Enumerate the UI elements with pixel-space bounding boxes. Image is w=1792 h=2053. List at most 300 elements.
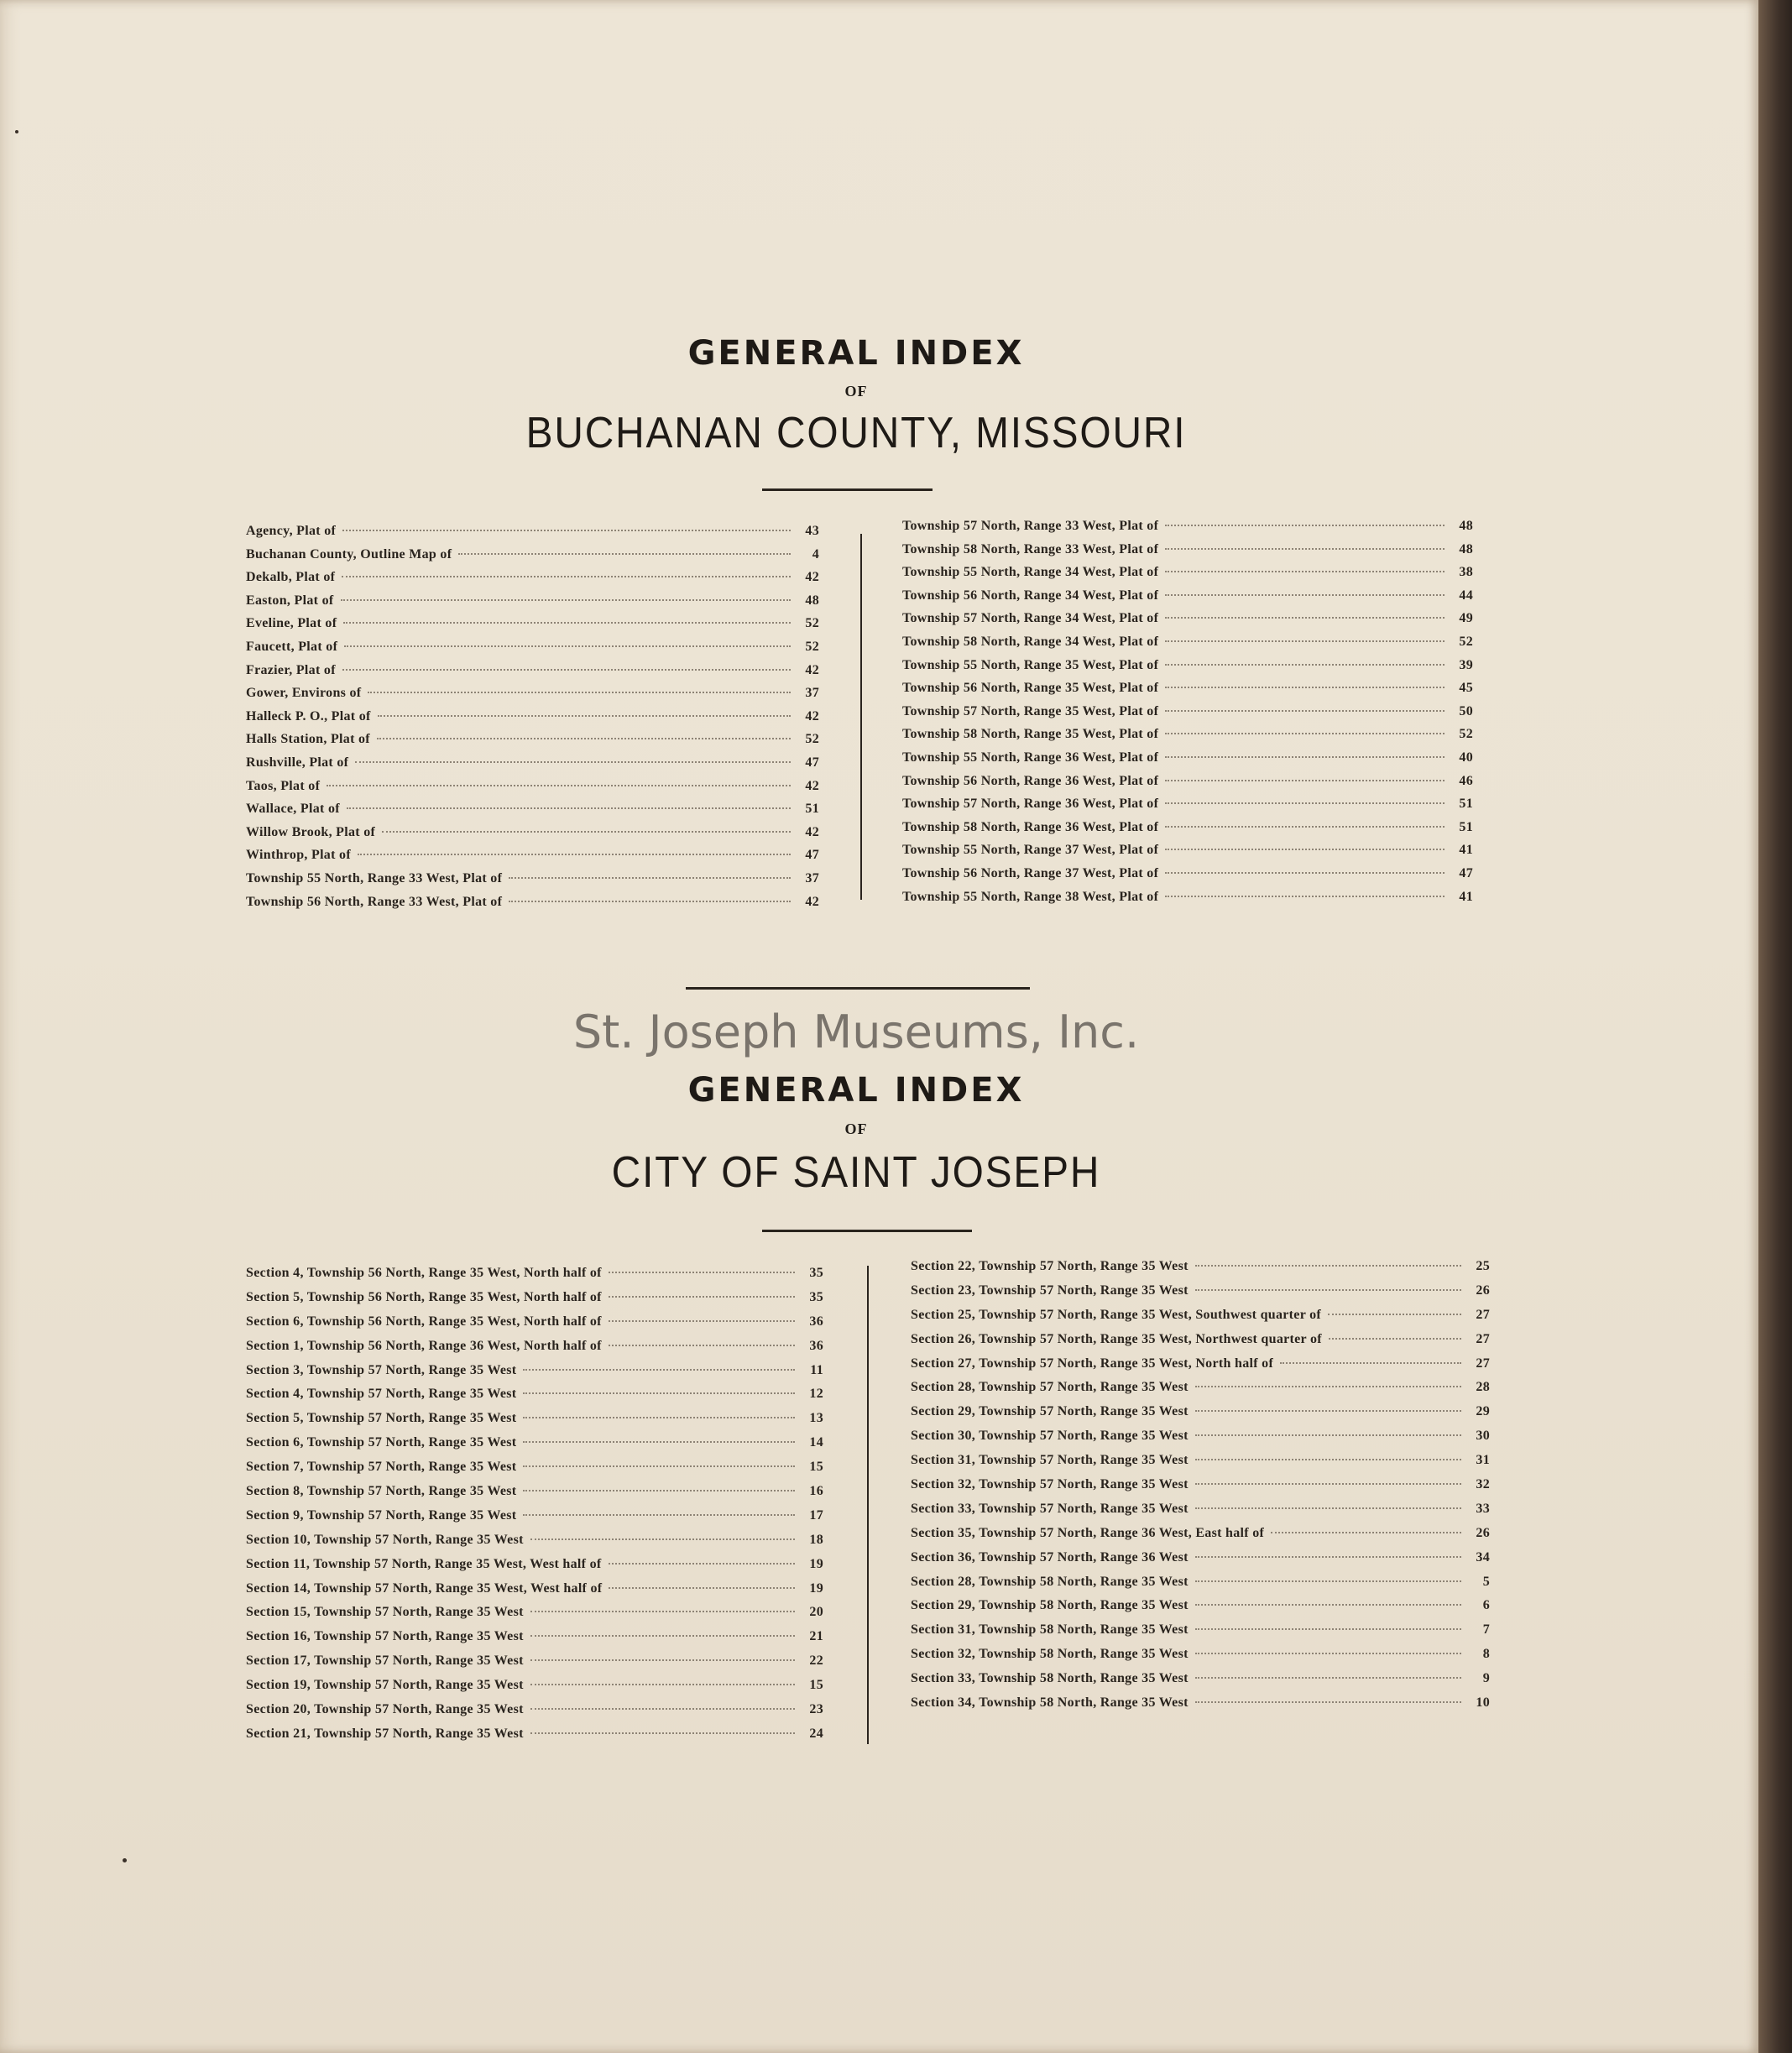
entry-label: Section 4, Township 56 North, Range 35 West, North half of	[246, 1266, 602, 1280]
dot-leader	[1165, 872, 1445, 874]
entry-page-number: 25	[1476, 1259, 1490, 1273]
entry-page-number: 21	[809, 1629, 823, 1644]
city-index-entry	[911, 1622, 1490, 1647]
county-index-entry	[246, 802, 819, 825]
entry-label: Agency, Plat of	[246, 524, 337, 538]
entry-label: Faucett, Plat of	[246, 639, 338, 654]
county-index-entry	[246, 755, 819, 779]
entry-page-number: 39	[1459, 657, 1473, 672]
entry-label: Section 6, Township 56 North, Range 35 West, North half of	[246, 1314, 602, 1329]
city-index-entry	[246, 1678, 823, 1702]
entry-page-number: 11	[810, 1362, 823, 1377]
entry-page-number: 43	[805, 524, 819, 538]
city-index-entry	[246, 1387, 823, 1411]
entry-label: Section 35, Township 57 North, Range 36 West, East half of	[911, 1525, 1265, 1540]
county-index-of: OF	[844, 383, 868, 400]
dot-leader	[1165, 780, 1445, 781]
paper-speck	[15, 130, 18, 133]
city-title-rule	[762, 1230, 972, 1232]
dot-leader	[530, 1538, 795, 1540]
entry-page-number: 47	[805, 755, 819, 770]
entry-page-number: 42	[805, 894, 819, 909]
county-index-entry	[246, 709, 819, 733]
county-index-entry	[246, 524, 819, 547]
dot-leader	[342, 576, 791, 577]
entry-page-number: 28	[1476, 1380, 1490, 1395]
dot-leader	[1195, 1653, 1461, 1654]
entry-page-number: 27	[1476, 1331, 1490, 1346]
dot-leader	[1195, 1265, 1461, 1267]
dot-leader	[458, 553, 791, 555]
entry-label: Halls Station, Plat of	[246, 732, 370, 747]
entry-label: Township 58 North, Range 33 West, Plat of	[902, 541, 1159, 556]
entry-page-number: 36	[809, 1338, 823, 1353]
entry-page-number: 34	[1476, 1549, 1490, 1565]
entry-page-number: 47	[1459, 865, 1473, 880]
entry-label: Wallace, Plat of	[246, 802, 340, 817]
county-index-right-column	[902, 519, 1473, 912]
dot-leader	[523, 1417, 795, 1418]
dot-leader	[1195, 1434, 1461, 1436]
county-index-entry	[902, 727, 1473, 750]
county-index-entry	[902, 588, 1473, 612]
entry-label: Section 1, Township 56 North, Range 36 West, North half of	[246, 1338, 602, 1353]
city-index-entry	[911, 1380, 1490, 1404]
county-index-entry	[246, 686, 819, 709]
city-index-entry	[911, 1259, 1490, 1283]
dot-leader	[1165, 802, 1445, 804]
dot-leader	[358, 854, 791, 855]
entry-label: Section 28, Township 58 North, Range 35 West	[911, 1574, 1189, 1589]
city-index-entry	[246, 1605, 823, 1629]
entry-page-number: 42	[805, 708, 819, 724]
city-index-entry	[246, 1363, 823, 1387]
dot-leader	[523, 1465, 795, 1467]
city-index-entry	[911, 1695, 1490, 1720]
entry-page-number: 10	[1476, 1695, 1490, 1711]
entry-label: Township 57 North, Range 33 West, Plat of	[902, 519, 1159, 533]
county-index-entry	[902, 890, 1473, 913]
county-index-entry	[902, 565, 1473, 588]
entry-page-number: 27	[1476, 1356, 1490, 1371]
city-index-entry	[911, 1429, 1490, 1453]
county-index-entry	[246, 895, 819, 918]
city-index-entry	[246, 1508, 823, 1533]
entry-page-number: 15	[809, 1460, 823, 1475]
entry-page-number: 52	[1459, 634, 1473, 649]
dot-leader	[1165, 733, 1445, 734]
entry-label: Section 11, Township 57 North, Range 35 West, West half of	[246, 1556, 602, 1571]
county-index-entry	[246, 779, 819, 802]
county-index-entry	[902, 704, 1473, 728]
entry-page-number: 13	[809, 1411, 823, 1426]
city-index-left-column	[246, 1266, 823, 1751]
city-index-right-column	[911, 1259, 1490, 1720]
entry-page-number: 20	[809, 1605, 823, 1620]
dot-leader	[1195, 1483, 1461, 1485]
entry-page-number: 50	[1459, 703, 1473, 718]
city-index-entry	[911, 1647, 1490, 1671]
entry-label: Easton, Plat of	[246, 593, 334, 608]
city-index-entry	[911, 1526, 1490, 1550]
dot-leader	[509, 901, 791, 902]
dot-leader	[1328, 1314, 1461, 1315]
entry-page-number: 41	[1459, 889, 1473, 904]
entry-page-number: 29	[1476, 1404, 1490, 1419]
dot-leader	[1165, 594, 1445, 596]
county-index-entry	[246, 570, 819, 593]
entry-page-number: 45	[1459, 681, 1473, 696]
entry-label: Section 31, Township 57 North, Range 35 West	[911, 1453, 1189, 1468]
city-index-entry	[246, 1411, 823, 1435]
county-index-entry	[902, 519, 1473, 542]
entry-label: Eveline, Plat of	[246, 616, 337, 631]
city-column-divider	[867, 1266, 869, 1744]
county-index-entry	[246, 616, 819, 640]
entry-page-number: 31	[1476, 1453, 1490, 1468]
dot-leader	[523, 1369, 795, 1371]
dot-leader	[1195, 1628, 1461, 1630]
dot-leader	[609, 1345, 795, 1346]
entry-page-number: 27	[1476, 1307, 1490, 1322]
entry-label: Township 57 North, Range 35 West, Plat of	[902, 703, 1159, 718]
city-index-entry	[911, 1671, 1490, 1695]
entry-label: Winthrop, Plat of	[246, 848, 351, 863]
entry-label: Section 17, Township 57 North, Range 35 West	[246, 1653, 524, 1669]
dot-leader	[1165, 640, 1445, 642]
county-index-entry	[902, 820, 1473, 844]
entry-label: Township 55 North, Range 33 West, Plat of	[246, 870, 503, 885]
entry-label: Section 19, Township 57 North, Range 35 West	[246, 1678, 524, 1693]
city-index-entry	[246, 1727, 823, 1751]
dot-leader	[343, 622, 791, 624]
dot-leader	[382, 831, 791, 833]
entry-label: Township 56 North, Range 33 West, Plat of	[246, 894, 503, 909]
county-index-entry	[246, 547, 819, 571]
county-index-entry	[246, 871, 819, 895]
entry-label: Frazier, Plat of	[246, 662, 336, 677]
entry-label: Township 56 North, Range 35 West, Plat of	[902, 681, 1159, 696]
county-index-entry	[246, 848, 819, 871]
city-index-entry	[911, 1550, 1490, 1575]
city-index-entry	[246, 1533, 823, 1557]
dot-leader	[609, 1272, 795, 1273]
dot-leader	[1195, 1556, 1461, 1558]
dot-leader	[1165, 756, 1445, 758]
entry-label: Dekalb, Plat of	[246, 570, 336, 585]
city-index-entry	[246, 1460, 823, 1484]
entry-page-number: 33	[1476, 1501, 1490, 1516]
entry-page-number: 52	[805, 616, 819, 631]
table-surface-edge	[1758, 0, 1792, 2053]
entry-page-number: 52	[805, 732, 819, 747]
dot-leader	[1195, 1459, 1461, 1460]
dot-leader	[530, 1732, 795, 1734]
county-index-entry	[902, 797, 1473, 820]
dot-leader	[1165, 525, 1445, 526]
county-index-entry	[246, 732, 819, 755]
dot-leader	[327, 785, 791, 786]
entry-label: Township 58 North, Range 35 West, Plat of	[902, 727, 1159, 742]
entry-label: Section 14, Township 57 North, Range 35 West, West half of	[246, 1580, 603, 1596]
dot-leader	[378, 715, 791, 717]
city-index-entry	[911, 1453, 1490, 1477]
dot-leader	[368, 692, 791, 693]
entry-page-number: 22	[809, 1653, 823, 1669]
city-index-entry	[911, 1575, 1490, 1599]
county-index-entry	[902, 611, 1473, 635]
entry-page-number: 42	[805, 824, 819, 839]
entry-label: Township 55 North, Range 36 West, Plat of	[902, 750, 1159, 765]
entry-label: Section 3, Township 57 North, Range 35 West	[246, 1362, 517, 1377]
city-index-entry	[246, 1702, 823, 1727]
dot-leader	[1195, 1386, 1461, 1387]
city-index-entry	[246, 1557, 823, 1581]
entry-page-number: 38	[1459, 565, 1473, 580]
entry-page-number: 12	[809, 1387, 823, 1402]
city-index-entry	[911, 1308, 1490, 1332]
city-index-entry	[911, 1404, 1490, 1429]
entry-page-number: 51	[1459, 819, 1473, 834]
dot-leader	[342, 530, 791, 531]
entry-page-number: 16	[809, 1484, 823, 1499]
dot-leader	[523, 1392, 795, 1394]
entry-page-number: 30	[1476, 1429, 1490, 1444]
dot-leader	[344, 645, 791, 647]
entry-label: Township 57 North, Range 36 West, Plat of	[902, 797, 1159, 812]
dot-leader	[341, 599, 792, 601]
county-index-entry	[902, 681, 1473, 704]
entry-label: Section 26, Township 57 North, Range 35 West, Northwest quarter of	[911, 1331, 1322, 1346]
dot-leader	[1165, 710, 1445, 712]
entry-label: Section 25, Township 57 North, Range 35 West, Southwest quarter of	[911, 1307, 1322, 1322]
dot-leader	[530, 1708, 795, 1710]
dot-leader	[1165, 617, 1445, 619]
entry-page-number: 26	[1476, 1282, 1490, 1298]
entry-page-number: 51	[1459, 797, 1473, 812]
county-index-entry	[246, 593, 819, 617]
dot-leader	[347, 807, 791, 809]
entry-page-number: 18	[809, 1532, 823, 1547]
dot-leader	[509, 877, 791, 879]
county-index-title: BUCHANAN COUNTY, MISSOURI	[525, 409, 1187, 457]
entry-label: Section 28, Township 57 North, Range 35 West	[911, 1380, 1189, 1395]
county-index-entry	[902, 658, 1473, 682]
county-index-entry	[246, 640, 819, 663]
museum-watermark: St. Joseph Museums, Inc.	[572, 1006, 1140, 1058]
entry-label: Township 58 North, Range 34 West, Plat of	[902, 634, 1159, 649]
entry-label: Halleck P. O., Plat of	[246, 708, 371, 724]
entry-page-number: 26	[1476, 1525, 1490, 1540]
city-index-entry	[246, 1653, 823, 1678]
county-column-divider	[860, 534, 862, 900]
paper-speck	[123, 1858, 127, 1862]
city-index-entry	[246, 1581, 823, 1606]
dot-leader	[1195, 1580, 1461, 1582]
city-index-entry	[911, 1356, 1490, 1381]
entry-label: Willow Brook, Plat of	[246, 824, 376, 839]
entry-label: Township 55 North, Range 37 West, Plat of	[902, 843, 1159, 858]
entry-label: Section 5, Township 56 North, Range 35 West, North half of	[246, 1289, 602, 1304]
entry-label: Section 32, Township 58 North, Range 35 West	[911, 1647, 1189, 1662]
city-index-of: OF	[844, 1121, 868, 1137]
dot-leader	[1329, 1338, 1461, 1340]
dot-leader	[1195, 1289, 1461, 1291]
city-index-entry	[246, 1435, 823, 1460]
city-index-entry	[911, 1332, 1490, 1356]
dot-leader	[342, 669, 791, 671]
entry-label: Section 36, Township 57 North, Range 36 West	[911, 1549, 1189, 1565]
entry-page-number: 47	[805, 848, 819, 863]
county-title-rule	[762, 488, 933, 491]
entry-page-number: 4	[812, 546, 819, 562]
city-index-entry	[246, 1484, 823, 1508]
entry-page-number: 48	[805, 593, 819, 608]
dot-leader	[530, 1635, 795, 1637]
entry-label: Section 7, Township 57 North, Range 35 West	[246, 1460, 517, 1475]
dot-leader	[530, 1659, 795, 1661]
entry-label: Township 58 North, Range 36 West, Plat of	[902, 819, 1159, 834]
entry-label: Section 22, Township 57 North, Range 35 West	[911, 1259, 1189, 1273]
entry-label: Section 5, Township 57 North, Range 35 West	[246, 1411, 517, 1426]
entry-page-number: 41	[1459, 843, 1473, 858]
county-index-entry	[902, 866, 1473, 890]
dot-leader	[1280, 1362, 1461, 1364]
dot-leader	[1195, 1701, 1461, 1703]
entry-page-number: 5	[1482, 1574, 1490, 1589]
dot-leader	[1271, 1532, 1461, 1533]
entry-page-number: 51	[805, 802, 819, 817]
dot-leader	[355, 761, 791, 763]
entry-label: Taos, Plat of	[246, 778, 321, 793]
dot-leader	[609, 1563, 795, 1565]
dot-leader	[523, 1441, 795, 1443]
entry-label: Township 57 North, Range 34 West, Plat of	[902, 611, 1159, 626]
dot-leader	[523, 1490, 795, 1491]
entry-page-number: 14	[809, 1435, 823, 1450]
entry-page-number: 37	[805, 870, 819, 885]
entry-label: Section 23, Township 57 North, Range 35 West	[911, 1282, 1189, 1298]
entry-page-number: 35	[809, 1289, 823, 1304]
city-index-entry	[246, 1266, 823, 1290]
county-index-heading: GENERAL INDEX	[687, 334, 1025, 373]
entry-page-number: 35	[809, 1266, 823, 1280]
entry-label: Township 55 North, Range 38 West, Plat of	[902, 889, 1159, 904]
entry-page-number: 42	[805, 570, 819, 585]
dot-leader	[609, 1587, 795, 1589]
county-index-entry	[902, 750, 1473, 774]
entry-page-number: 9	[1482, 1671, 1490, 1686]
entry-page-number: 23	[809, 1702, 823, 1717]
dot-leader	[1165, 849, 1445, 850]
county-index-entry	[246, 663, 819, 687]
entry-page-number: 15	[809, 1678, 823, 1693]
entry-label: Section 21, Township 57 North, Range 35 West	[246, 1726, 524, 1741]
dot-leader	[1165, 687, 1445, 688]
entry-label: Section 4, Township 57 North, Range 35 West	[246, 1387, 517, 1402]
entry-label: Gower, Environs of	[246, 686, 362, 701]
county-index-entry	[902, 843, 1473, 866]
city-index-entry	[246, 1314, 823, 1339]
entry-label: Section 29, Township 58 North, Range 35 West	[911, 1598, 1189, 1613]
county-index-entry	[902, 774, 1473, 797]
dot-leader	[1195, 1410, 1461, 1412]
entry-page-number: 40	[1459, 750, 1473, 765]
city-index-heading: GENERAL INDEX	[687, 1071, 1025, 1110]
entry-label: Section 33, Township 57 North, Range 35 West	[911, 1501, 1189, 1516]
entry-page-number: 7	[1482, 1622, 1490, 1638]
entry-page-number: 42	[805, 662, 819, 677]
dot-leader	[1165, 664, 1445, 666]
entry-label: Section 31, Township 58 North, Range 35 West	[911, 1622, 1189, 1638]
entry-label: Section 8, Township 57 North, Range 35 West	[246, 1484, 517, 1499]
entry-label: Township 55 North, Range 35 West, Plat of	[902, 657, 1159, 672]
entry-label: Township 56 North, Range 34 West, Plat of	[902, 588, 1159, 603]
entry-label: Section 16, Township 57 North, Range 35 West	[246, 1629, 524, 1644]
entry-label: Section 6, Township 57 North, Range 35 West	[246, 1435, 517, 1450]
entry-label: Section 10, Township 57 North, Range 35 West	[246, 1532, 524, 1547]
dot-leader	[530, 1684, 795, 1685]
city-index-entry	[246, 1290, 823, 1314]
dot-leader	[1165, 896, 1445, 897]
city-index-title: CITY OF SAINT JOSEPH	[611, 1148, 1101, 1197]
dot-leader	[1165, 571, 1445, 572]
entry-page-number: 36	[809, 1314, 823, 1329]
county-index-entry	[902, 635, 1473, 658]
city-index-entry	[911, 1477, 1490, 1502]
dot-leader	[609, 1296, 795, 1298]
entry-label: Section 33, Township 58 North, Range 35 West	[911, 1671, 1189, 1686]
city-index-entry	[246, 1339, 823, 1363]
entry-page-number: 42	[805, 778, 819, 793]
city-index-entry	[911, 1283, 1490, 1308]
county-index-entry	[246, 825, 819, 849]
entry-page-number: 24	[809, 1726, 823, 1741]
entry-label: Buchanan County, Outline Map of	[246, 546, 452, 562]
entry-page-number: 37	[805, 686, 819, 701]
entry-page-number: 44	[1459, 588, 1473, 603]
entry-label: Section 27, Township 57 North, Range 35 West, North half of	[911, 1356, 1274, 1371]
city-index-entry	[246, 1629, 823, 1653]
entry-page-number: 6	[1482, 1598, 1490, 1613]
entry-label: Rushville, Plat of	[246, 755, 349, 770]
entry-page-number: 52	[805, 639, 819, 654]
entry-label: Section 32, Township 57 North, Range 35 West	[911, 1477, 1189, 1492]
entry-label: Section 29, Township 57 North, Range 35 West	[911, 1404, 1189, 1419]
entry-page-number: 48	[1459, 541, 1473, 556]
entry-page-number: 8	[1482, 1647, 1490, 1662]
dot-leader	[609, 1320, 795, 1322]
dot-leader	[1165, 826, 1445, 828]
dot-leader	[1195, 1507, 1461, 1509]
entry-label: Section 15, Township 57 North, Range 35 West	[246, 1605, 524, 1620]
entry-page-number: 17	[809, 1507, 823, 1523]
dot-leader	[530, 1611, 795, 1612]
city-index-entry	[911, 1502, 1490, 1526]
section-separator-rule	[686, 987, 1030, 990]
entry-label: Township 56 North, Range 36 West, Plat of	[902, 773, 1159, 788]
dot-leader	[523, 1514, 795, 1516]
entry-page-number: 49	[1459, 611, 1473, 626]
entry-label: Section 30, Township 57 North, Range 35 West	[911, 1429, 1189, 1444]
entry-page-number: 46	[1459, 773, 1473, 788]
entry-page-number: 19	[809, 1556, 823, 1571]
entry-page-number: 32	[1476, 1477, 1490, 1492]
entry-label: Section 9, Township 57 North, Range 35 West	[246, 1507, 517, 1523]
entry-label: Township 56 North, Range 37 West, Plat of	[902, 865, 1159, 880]
entry-page-number: 52	[1459, 727, 1473, 742]
entry-label: Section 34, Township 58 North, Range 35 West	[911, 1695, 1189, 1711]
